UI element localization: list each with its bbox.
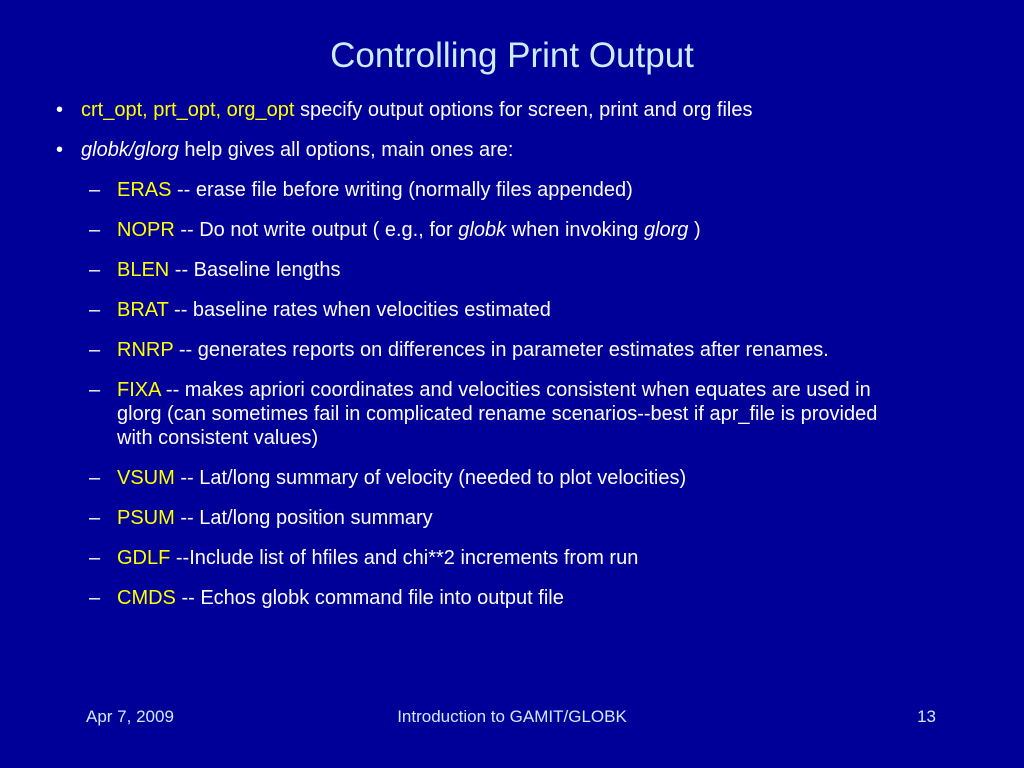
- option-keyword: RNRP: [117, 339, 174, 361]
- option-text: ): [688, 219, 701, 241]
- footer-date: Apr 7, 2009: [86, 707, 174, 726]
- option-keyword: BLEN: [117, 259, 170, 281]
- option-text: --Include list of hfiles and chi**2 increments from run: [170, 547, 639, 569]
- bullet-text: specify output options for screen, print and org files: [294, 99, 753, 121]
- option-brat: [56, 298, 916, 322]
- bullet-mark: •: [56, 139, 64, 161]
- option-cmds: [56, 586, 916, 610]
- option-text: -- Do not write output ( e.g., for: [174, 219, 459, 241]
- bullet-output-options: [56, 98, 916, 122]
- dash-mark: –: [89, 507, 101, 529]
- dash-mark: –: [89, 379, 101, 401]
- dash-mark: –: [89, 179, 101, 201]
- slide-content: [56, 98, 916, 626]
- option-text: -- Baseline lengths: [169, 259, 341, 281]
- option-text: -- makes apriori coordinates and velocities consistent when equates are used in glorg (can sometimes fail in complicated rename scenarios--best if apr_file is provided with consistent values): [117, 379, 878, 449]
- option-keyword: VSUM: [117, 467, 175, 489]
- option-keyword: GDLF: [117, 547, 171, 569]
- option-text: -- Echos globk command file into output file: [175, 587, 564, 609]
- option-nopr: [56, 218, 916, 242]
- option-text: -- erase file before writing (normally files appended): [171, 179, 633, 201]
- bullet-help: [56, 138, 916, 162]
- option-rnrp: [56, 338, 916, 362]
- keyword-italic: globk/glorg: [81, 139, 179, 161]
- option-keyword: NOPR: [117, 219, 175, 241]
- dash-mark: –: [89, 339, 101, 361]
- dash-mark: –: [89, 467, 101, 489]
- dash-mark: –: [89, 259, 101, 281]
- option-keyword: ERAS: [117, 179, 172, 201]
- option-gdlf: [56, 546, 916, 570]
- option-fixa: [56, 378, 916, 450]
- slide-title: Controlling Print Output: [330, 36, 694, 75]
- option-keyword: BRAT: [117, 299, 169, 321]
- dash-mark: –: [89, 587, 101, 609]
- option-text: -- generates reports on differences in parameter estimates after renames.: [173, 339, 829, 361]
- bullet-text: help gives all options, main ones are:: [178, 139, 514, 161]
- option-text: -- Lat/long summary of velocity (needed to plot velocities): [174, 467, 687, 489]
- option-keyword: PSUM: [117, 507, 175, 529]
- page-number: 13: [917, 707, 936, 726]
- dash-mark: –: [89, 299, 101, 321]
- dash-mark: –: [89, 547, 101, 569]
- option-keyword: CMDS: [117, 587, 176, 609]
- option-italic: glorg: [643, 219, 689, 241]
- option-text: when invoking: [506, 219, 644, 241]
- keyword: crt_opt, prt_opt, org_opt: [81, 99, 295, 121]
- option-eras: [56, 178, 916, 202]
- dash-mark: –: [89, 219, 101, 241]
- option-vsum: [56, 466, 916, 490]
- option-keyword: FIXA: [117, 379, 161, 401]
- option-italic: globk: [458, 219, 507, 241]
- footer-title: Introduction to GAMIT/GLOBK: [397, 707, 627, 726]
- option-text: -- Lat/long position summary: [174, 507, 433, 529]
- bullet-mark: •: [56, 99, 64, 121]
- option-psum: [56, 506, 916, 530]
- option-text: -- baseline rates when velocities estimated: [168, 299, 551, 321]
- option-blen: [56, 258, 916, 282]
